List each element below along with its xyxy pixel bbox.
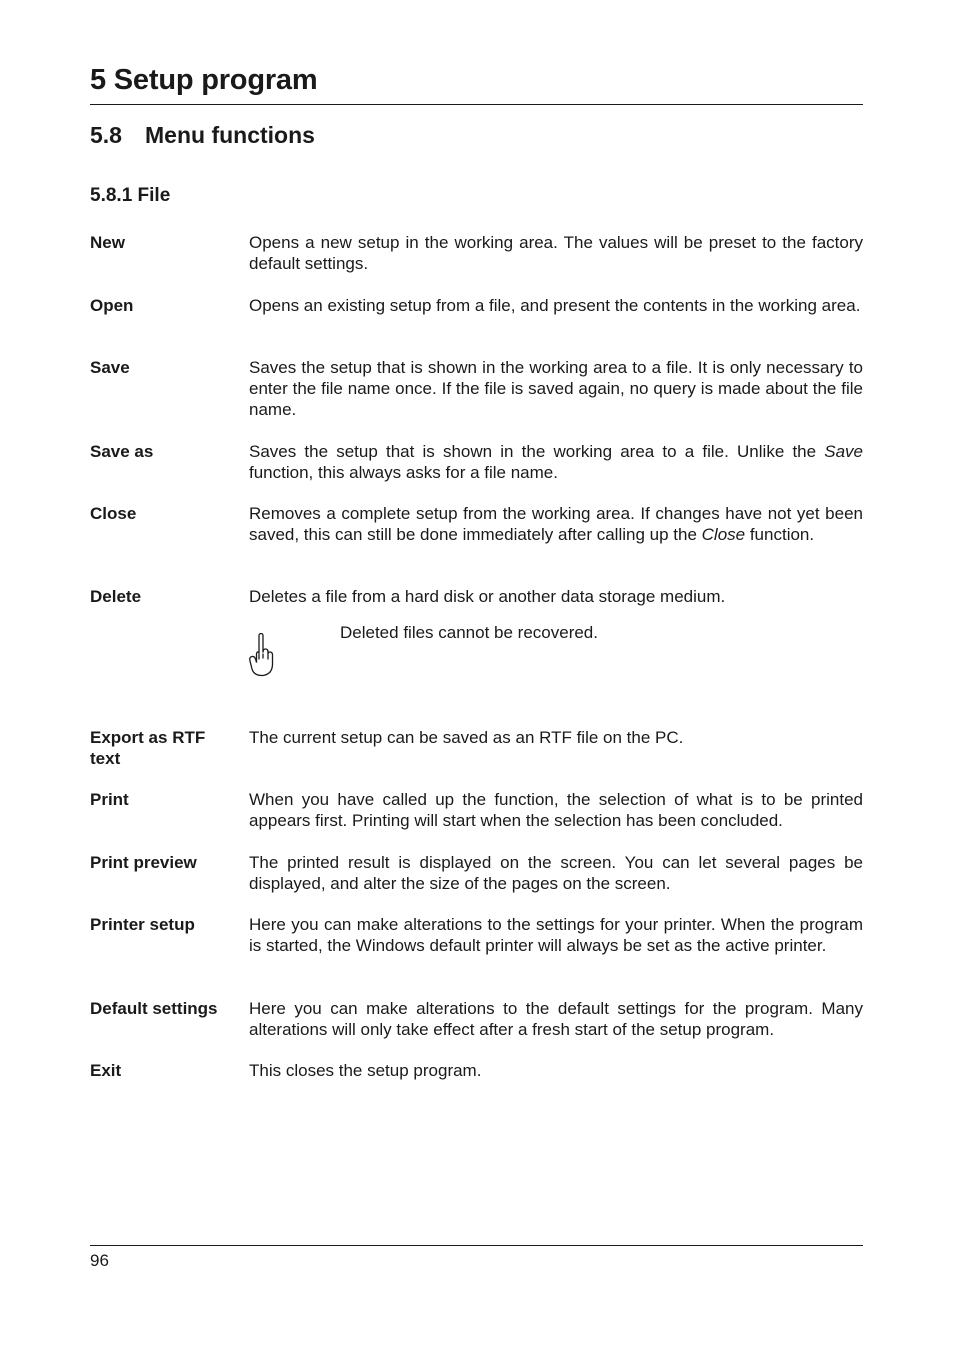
desc-default-settings: Here you can make alterations to the default settings for the program. Many alterations will only take effect after a fresh start of the setup program. — [249, 999, 863, 1039]
term-save: Save — [90, 358, 130, 377]
term-delete: Delete — [90, 587, 142, 606]
term-default-settings: Default settings — [90, 999, 218, 1018]
term-close: Close — [90, 504, 137, 523]
desc-exit: This closes the setup program. — [249, 1061, 482, 1080]
term-export-rtf: Export as RTF text — [90, 728, 206, 768]
desc-save-as-text-2: function, this always asks for a file name. — [249, 463, 558, 482]
desc-export-rtf: The current setup can be saved as an RTF file on the PC. — [249, 728, 684, 747]
desc-save-as-text-1: Saves the setup that is shown in the working area to a file. Unlike the — [249, 442, 825, 461]
term-exit: Exit — [90, 1061, 122, 1080]
desc-save-as — [249, 441, 863, 483]
desc-print-preview: The printed result is displayed on the screen. You can let several pages be displayed, and alter the size of the pages on the screen. — [249, 853, 863, 893]
page-number: 96 — [90, 1251, 109, 1270]
note-text: Deleted files cannot be recovered. — [340, 623, 598, 642]
pointing-hand-icon — [247, 632, 275, 678]
chapter-title: 5 Setup program — [90, 64, 318, 96]
desc-printer-setup: Here you can make alterations to the settings for your printer. When the program is started, the Windows default printer will always be set as the active printer. — [249, 915, 863, 955]
section-title — [90, 122, 315, 149]
term-new: New — [90, 233, 125, 252]
term-printer-setup: Printer setup — [90, 915, 195, 934]
desc-close-text-1: Removes a complete setup from the working area. If changes have not yet been saved, this can still be done immediately after calling up the — [249, 504, 863, 544]
section-number: 5.8 — [90, 122, 122, 148]
desc-save-as-italic: Save — [824, 442, 863, 461]
desc-delete: Deletes a file from a hard disk or another data storage medium. — [249, 587, 726, 606]
section-title-text: Menu functions — [145, 122, 315, 148]
term-print: Print — [90, 790, 129, 809]
desc-new: Opens a new setup in the working area. The values will be preset to the factory default settings. — [249, 233, 863, 273]
desc-print: When you have called up the function, the selection of what is to be printed appears first. Printing will start when the selection has been concluded. — [249, 790, 863, 830]
subsection-title: 5.8.1 File — [90, 185, 171, 206]
header-rule — [90, 104, 863, 105]
desc-close-italic: Close — [701, 525, 746, 544]
desc-save: Saves the setup that is shown in the working area to a file. It is only necessary to enter the file name once. If the file is saved again, no query is made about the file name. — [249, 358, 863, 419]
desc-close-text-2: function. — [745, 525, 815, 544]
term-save-as: Save as — [90, 442, 154, 461]
term-open: Open — [90, 296, 134, 315]
desc-open: Opens an existing setup from a file, and present the contents in the working area. — [249, 296, 861, 315]
footer-rule — [90, 1245, 863, 1246]
desc-close — [249, 503, 863, 545]
term-print-preview: Print preview — [90, 853, 197, 872]
